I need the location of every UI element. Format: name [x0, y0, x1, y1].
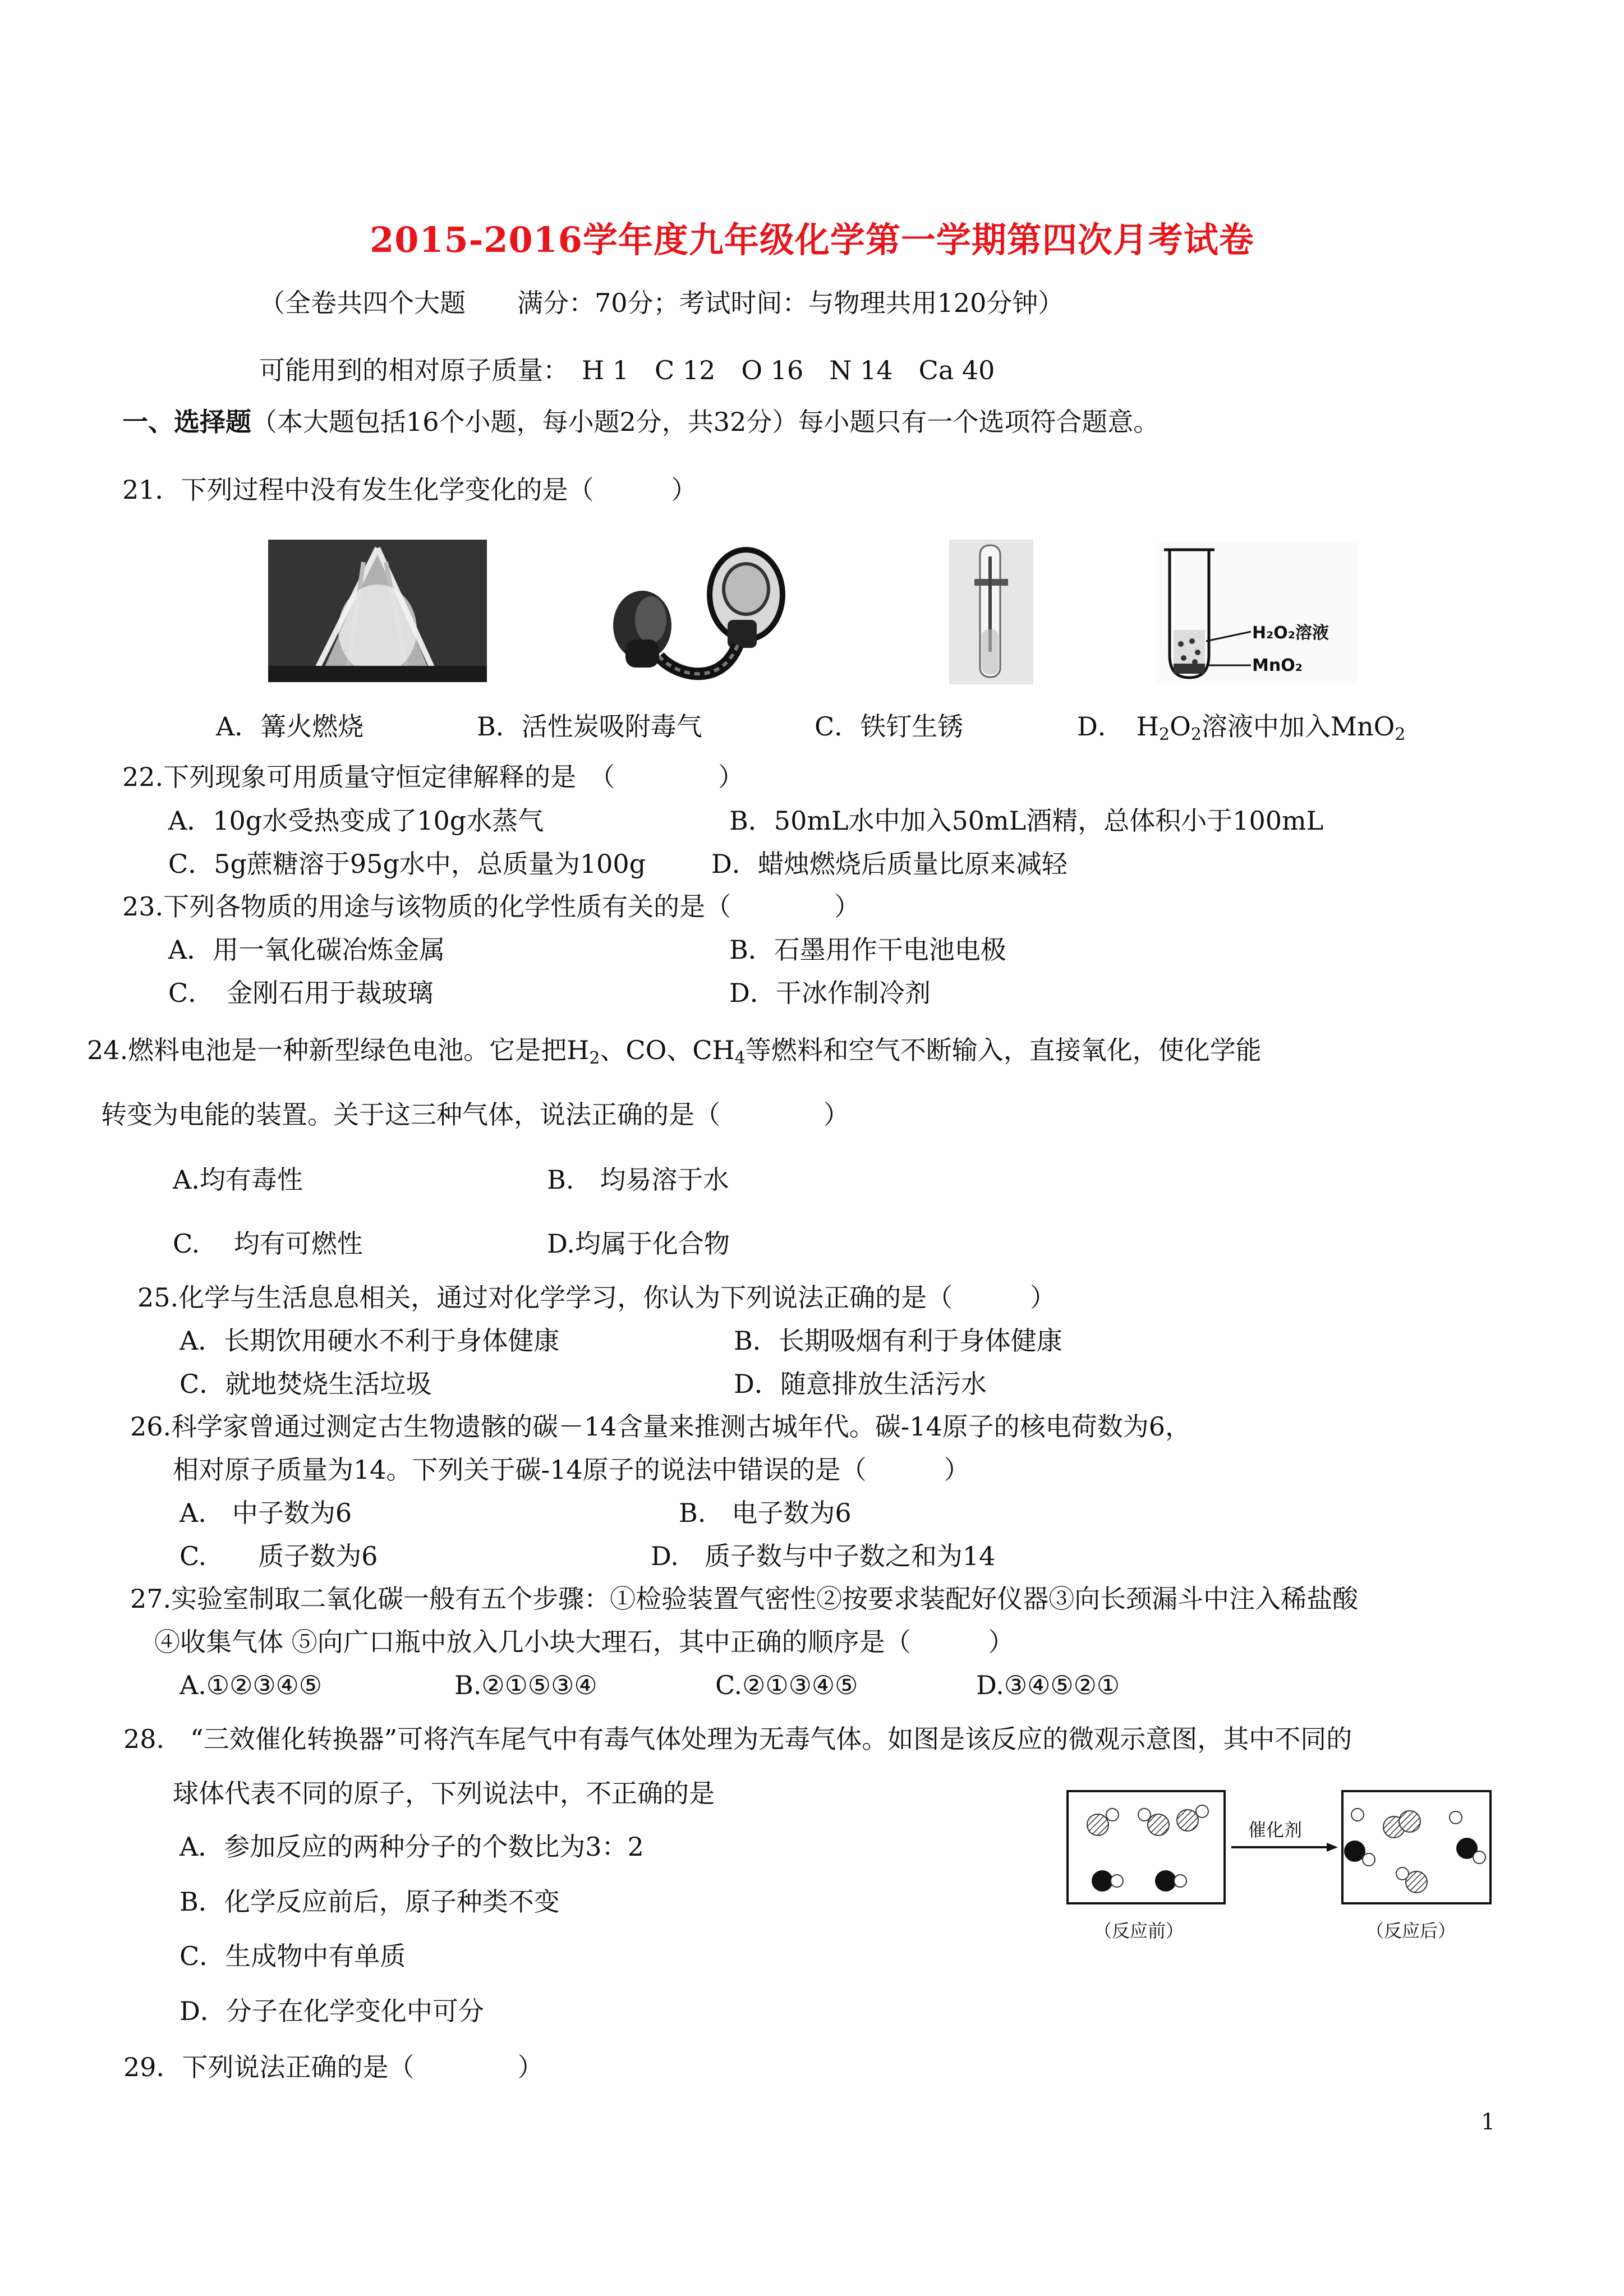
section-one-title: 一、选择题	[122, 407, 251, 437]
q27-option-a: A.①②③④⑤	[180, 1670, 323, 1700]
q24-option-d: D.均属于化合物	[547, 1228, 730, 1259]
gas-mask-image	[609, 536, 794, 690]
q26-option-c: C. 质子数为6	[180, 1541, 378, 1571]
q23-option-d: D．干冰作制冷剂	[729, 978, 931, 1008]
q27-option-b: B.②①⑤③④	[454, 1670, 597, 1700]
q24-text: 24.燃料电池是一种新型绿色电池。它是把H	[87, 1035, 590, 1065]
exam-info: （全卷共四个大题 满分：70分；考试时间：与物理共用120分钟）	[259, 288, 1064, 318]
q21-d-text: 溶液中加入MnO	[1201, 711, 1395, 742]
section-one-desc: （本大题包括16个小题，每小题2分，共32分）每小题只有一个选项符合题意。	[251, 407, 1160, 437]
q24-sub: 2	[589, 1048, 600, 1068]
q26-option-d: D. 质子数与中子数之和为14	[651, 1541, 996, 1571]
page-title: 2015-2016学年度九年级化学第一学期第四次月考试卷	[370, 219, 1254, 260]
q26-stem-line1: 26.科学家曾通过测定古生物遗骸的碳－14含量来推测古城年代。碳-14原子的核电荷数为6，	[130, 1411, 1191, 1442]
q27-stem-line1: 27.实验室制取二氧化碳一般有五个步骤：①检验装置气密性②按要求装配好仪器③向长颈漏斗中注入稀盐酸	[130, 1584, 1359, 1614]
rusting-nail-image	[949, 540, 1033, 684]
q29-stem: 29．下列说法正确的是（ ）	[123, 2052, 544, 2082]
q22-option-b: B．50mL水中加入50mL酒精，总体积小于100mL	[729, 806, 1324, 836]
q21-option-b: B．活性炭吸附毒气	[477, 711, 702, 742]
before-label: （反应前）	[1094, 1920, 1184, 1941]
q22-option-c: C．5g蔗糖溶于95g水中，总质量为100g	[168, 849, 646, 879]
q21-stem: 21．下列过程中没有发生化学变化的是（ ）	[122, 475, 697, 505]
q25-option-c: C．就地焚烧生活垃圾	[180, 1369, 432, 1399]
q24-text: 等燃料和空气不断输入，直接氧化，使化学能	[745, 1035, 1262, 1065]
q21-d-text: O	[1170, 711, 1191, 742]
q24-option-b: B. 均易溶于水	[547, 1165, 729, 1195]
h2o2-label: H₂O₂溶液	[1252, 623, 1329, 643]
q24-stem-line1	[87, 1033, 1262, 1075]
q26-option-a: A. 中子数为6	[180, 1498, 352, 1528]
atomic-mass-line: 可能用到的相对原子质量： H 1 C 12 O 16 N 14 Ca 40	[259, 355, 995, 385]
q27-option-c: C.②①③④⑤	[715, 1670, 858, 1700]
q23-stem: 23.下列各物质的用途与该物质的化学性质有关的是（ ）	[122, 891, 861, 922]
q28-option-c: C．生成物中有单质	[180, 1941, 406, 1971]
q28-option-d: D．分子在化学变化中可分	[180, 1996, 484, 2026]
mno2-label: MnO₂	[1252, 656, 1303, 675]
q22-stem: 22.下列现象可用质量守恒定律解释的是 （ ）	[122, 762, 744, 792]
q21-option-a: A．篝火燃烧	[216, 711, 364, 742]
q24-text: 、CO、CH	[600, 1035, 735, 1065]
section-one-heading	[122, 405, 1159, 439]
catalyst-label: 催化剂	[1248, 1819, 1303, 1841]
h2o2-mno2-image	[1156, 543, 1358, 683]
q26-option-b: B. 电子数为6	[679, 1498, 852, 1528]
q26-stem-line2: 相对原子质量为14。下列关于碳-14原子的说法中错误的是（ ）	[173, 1455, 970, 1485]
after-label: （反应后）	[1366, 1920, 1456, 1941]
q25-option-d: D．随意排放生活污水	[734, 1369, 987, 1399]
q24-option-a: A.均有毒性	[173, 1165, 303, 1195]
q23-option-a: A．用一氧化碳冶炼金属	[168, 935, 445, 965]
q22-option-d: D．蜡烛燃烧后质量比原来减轻	[711, 849, 1068, 879]
q23-option-b: B．石墨用作干电池电极	[729, 935, 1006, 965]
reaction-diagram	[1063, 1787, 1495, 1947]
page-number: 1	[1481, 2109, 1496, 2135]
q25-stem: 25.化学与生活息息相关，通过对化学学习，你认为下列说法正确的是（ ）	[137, 1282, 1056, 1313]
q22-option-a: A．10g水受热变成了10g水蒸气	[168, 806, 544, 836]
q21-d-sub: 2	[1159, 725, 1170, 744]
q21-d-sub: 2	[1395, 725, 1406, 744]
q21-option-d	[1077, 710, 1405, 752]
q24-option-c: C. 均有可燃性	[173, 1228, 363, 1259]
q28-option-b: B．化学反应前后，原子种类不变	[180, 1887, 560, 1917]
q27-stem-line2: ④收集气体 ⑤向广口瓶中放入几小块大理石，其中正确的顺序是（ ）	[154, 1627, 1014, 1657]
q28-stem-line1: 28. “三效催化转换器”可将汽车尾气中有毒气体处理为无毒气体。如图是该反应的微观示意图，其中不同的	[123, 1724, 1352, 1754]
q21-d-sub: 2	[1190, 725, 1202, 744]
q21-option-c: C．铁钉生锈	[815, 711, 964, 742]
q25-option-b: B．长期吸烟有利于身体健康	[734, 1326, 1062, 1356]
q21-d-text: D． H	[1077, 711, 1159, 742]
q27-option-d: D.③④⑤②①	[976, 1670, 1120, 1700]
q28-stem-line2: 球体代表不同的原子，下列说法中，不正确的是	[173, 1778, 715, 1809]
q24-stem-line2: 转变为电能的装置。关于这三种气体，说法正确的是（ ）	[101, 1099, 849, 1130]
q28-option-a: A．参加反应的两种分子的个数比为3：2	[180, 1832, 644, 1862]
q25-option-a: A．长期饮用硬水不利于身体健康	[180, 1326, 560, 1356]
q24-sub: 4	[734, 1048, 746, 1068]
bonfire-image	[268, 540, 487, 682]
q23-option-c: C． 金刚石用于裁玻璃	[168, 978, 434, 1008]
